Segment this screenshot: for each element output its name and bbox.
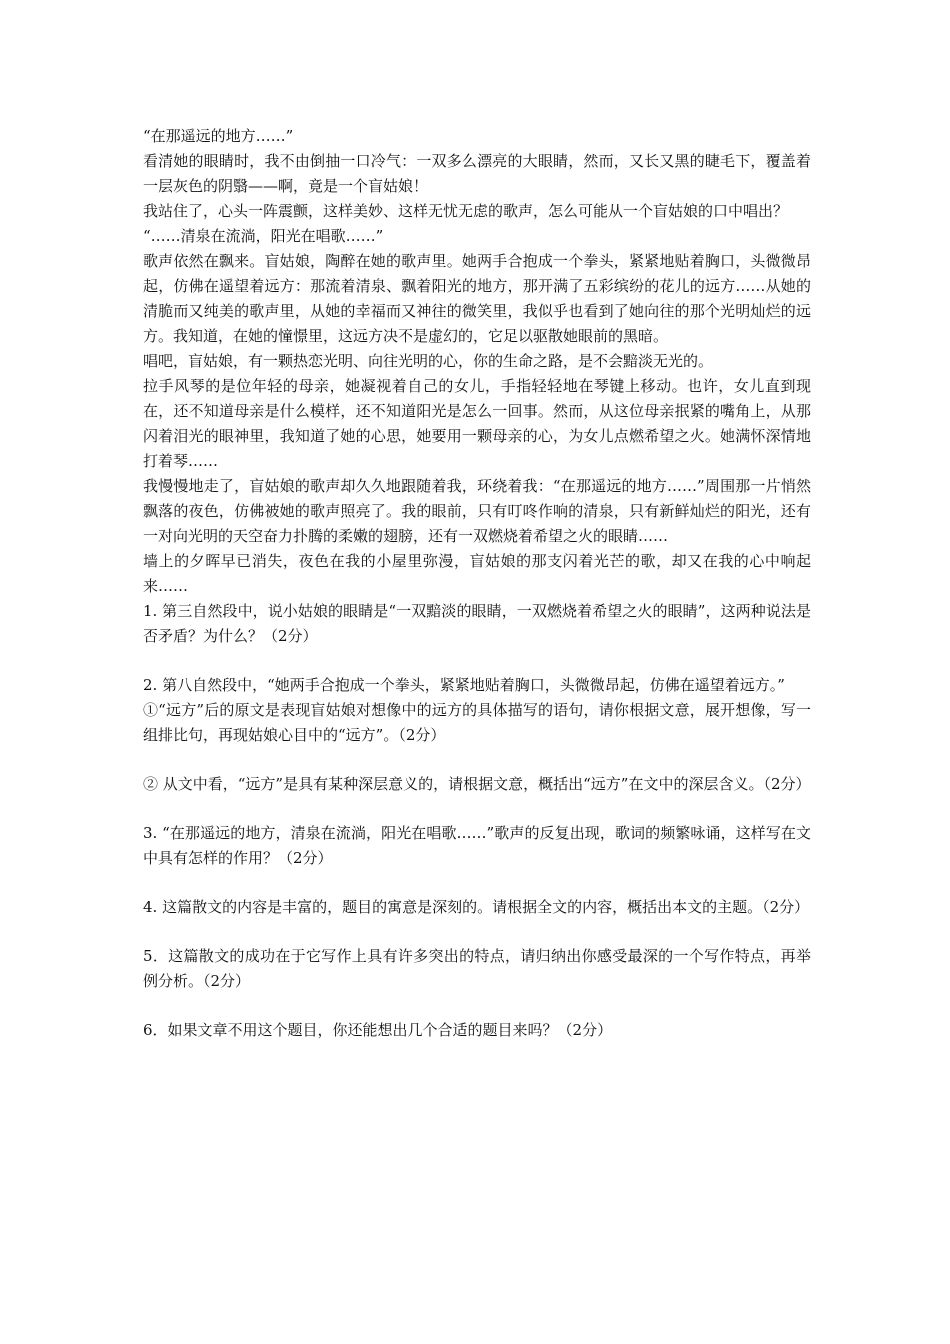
passage-paragraph-4: “……清泉在流淌，阳光在唱歌……”	[143, 227, 384, 245]
answer-space	[143, 994, 811, 1018]
question-1: 1. 第三自然段中，说小姑娘的眼睛是“一双黯淡的眼睛，一双燃烧着希望之火的眼睛”，这两种说法是否矛盾？为什么？（2分）	[143, 602, 811, 645]
document-page	[143, 124, 811, 1043]
passage-paragraph-7: 拉手风琴的是位年轻的母亲，她凝视着自己的女儿，手指轻轻地在琴键上移动。也许，女儿直到现在，还不知道母亲是什么模样，还不知道阳光是怎么一回事。然而，从这位母亲抿紧的嘴角上，从那闪着泪光的眼神里，我知道了她的心思，她要用一颗母亲的心，为女儿点燃希望之火。她满怀深情地打着琴……	[143, 377, 811, 470]
passage-paragraph-8: 我慢慢地走了，盲姑娘的歌声却久久地跟随着我，环绕着我：“在那遥远的地方……”周围那一片悄然飘落的夜色，仿佛被她的歌声照亮了。我的眼前，只有叮咚作响的清泉，只有新鲜灿烂的阳光，还有一对向光明的天空奋力扑腾的柔嫩的翅膀，还有一双燃烧着希望之火的眼睛……	[143, 477, 811, 545]
answer-space	[143, 649, 811, 673]
answer-space	[143, 920, 811, 944]
passage-paragraph-6: 唱吧，盲姑娘，有一颗热恋光明、向往光明的心，你的生命之路，是不会黯淡无光的。	[143, 352, 714, 370]
passage-paragraph-2: 看清她的眼睛时，我不由倒抽一口冷气：一双多么漂亮的大眼睛，然而，又长又黑的睫毛下，覆盖着一层灰色的阴翳——啊，竟是一个盲姑娘！	[143, 152, 811, 195]
passage-paragraph-1: “在那遥远的地方……”	[143, 127, 294, 145]
passage-paragraph-9: 墙上的夕晖早已消失，夜色在我的小屋里弥漫，盲姑娘的那支闪着光芒的歌，却又在我的心中响起来……	[143, 552, 811, 595]
passage-paragraph-5: 歌声依然在飘来。盲姑娘，陶醉在她的歌声里。她两手合抱成一个拳头，紧紧地贴着胸口，头微微昂起，仿佛在遥望着远方：那流着清泉、飘着阳光的地方，那开满了五彩缤纷的花儿的远方……从她的清脆而又纯美的歌声里，从她的幸福而又神往的微笑里，我似乎也看到了她向往的那个光明灿烂的远方。我知道，在她的憧憬里，这远方决不是虚幻的，它足以驱散她眼前的黑暗。	[143, 252, 811, 345]
question-6: 6．如果文章不用这个题目，你还能想出几个合适的题目来吗？（2分）	[143, 1021, 613, 1039]
question-2-part-2: ② 从文中看，“远方”是具有某种深层意义的，请根据文意，概括出“远方”在文中的深层含义。（2分）	[143, 775, 811, 793]
question-5: 5．这篇散文的成功在于它写作上具有许多突出的特点，请归纳出你感受最深的一个写作特点，再举例分析。（2分）	[143, 947, 811, 990]
question-3: 3. “在那遥远的地方，清泉在流淌，阳光在唱歌……”歌声的反复出现，歌词的频繁咏诵，这样写在文中具有怎样的作用？（2分）	[143, 824, 811, 867]
answer-space	[143, 871, 811, 895]
answer-space	[143, 797, 811, 821]
question-2-part-1: ①“远方”后的原文是表现盲姑娘对想像中的远方的具体描写的语句，请你根据文意，展开想像，写一组排比句，再现姑娘心目中的“远方”。（2分）	[143, 701, 811, 744]
question-4: 4. 这篇散文的内容是丰富的，题目的寓意是深刻的。请根据全文的内容，概括出本文的主题。（2分）	[143, 898, 810, 916]
passage-paragraph-3: 我站住了，心头一阵震颤，这样美妙、这样无忧无虑的歌声，怎么可能从一个盲姑娘的口中唱出？	[143, 202, 789, 220]
question-2: 2. 第八自然段中，“她两手合抱成一个拳头，紧紧地贴着胸口，头微微昂起，仿佛在遥望着远方。”	[143, 676, 785, 694]
answer-space	[143, 748, 811, 772]
